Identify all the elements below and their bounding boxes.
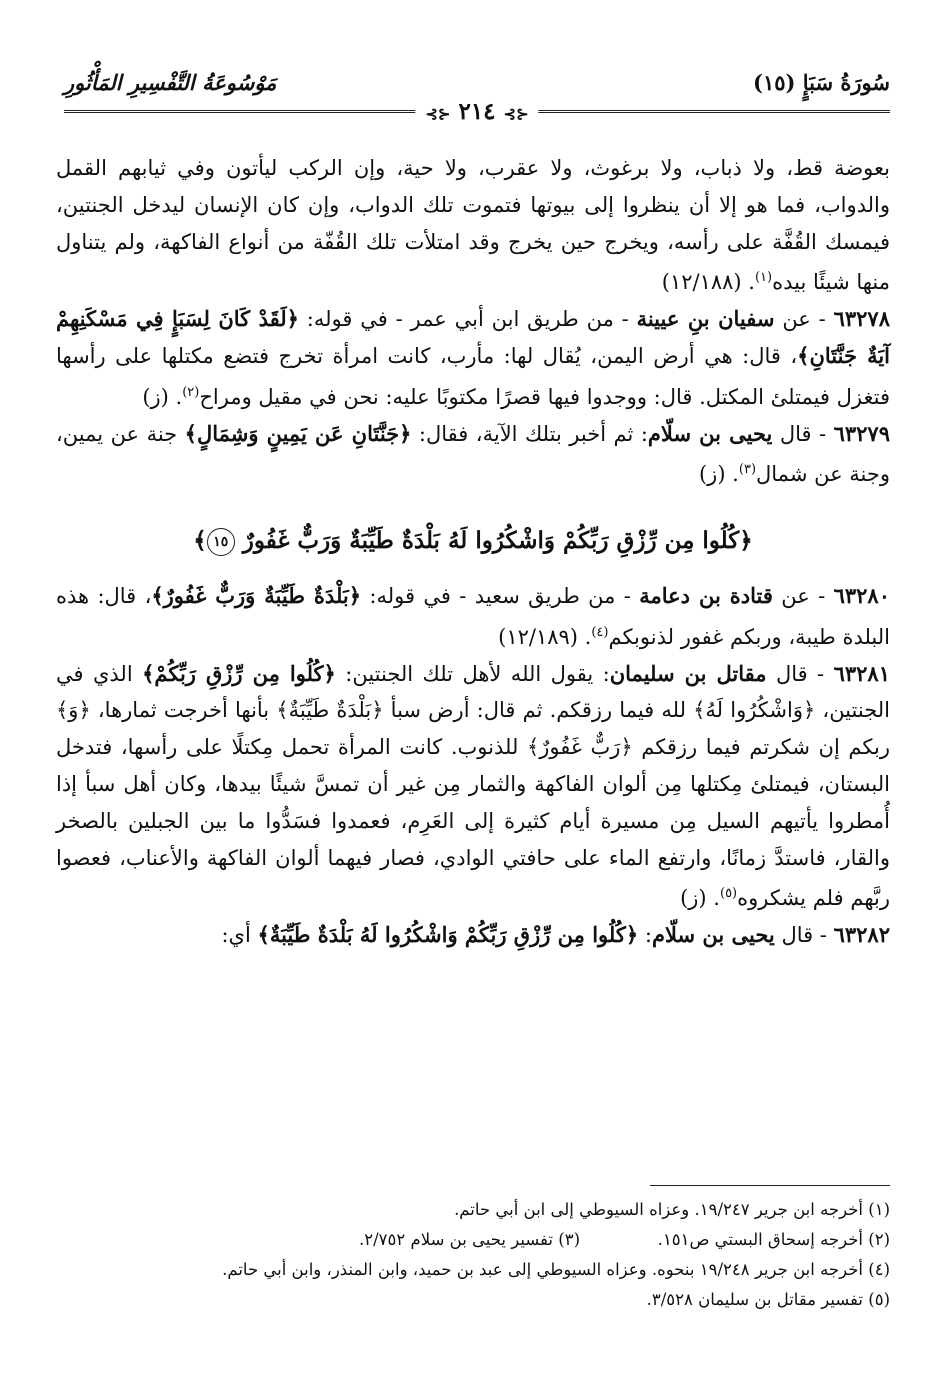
narration-63280 [56,578,890,656]
narrator-name: مقاتل بن سليمان [609,660,767,686]
footnote-ref: (٣) [738,462,757,478]
separator: - قال [774,923,834,948]
surah-title: سُورَةُ سَبَإٍ (١٥) [753,70,890,95]
footnote-rule [650,1185,890,1186]
verse-heading [56,523,890,560]
separator: - عن [772,583,834,608]
narrator-name: يحيى بن سلّام [647,420,773,446]
narrator-name: يحيى بن سلّام [651,922,775,948]
chain-text: : ثم أخبر بتلك الآية، فقال: [411,421,648,446]
narration-number: ٦٣٢٨١ [833,660,890,686]
verse-text: ﴿كُلُوا مِن رِّزْقِ رَبِّكُمْ وَاشْكُرُوا لَهُ بَلْدَةٌ طَيِّبَةٌ وَرَبٌّ غَفُورٌ [242,527,753,555]
ornament-icon: ⊰⊱ [425,105,451,123]
source-ref: . (ز) [698,462,739,487]
paragraph-text: ، قال: هي أرض اليمن، يُقال لها: مأرب، كانت امرأة تخرج فتضع مكتلها على رأسها فتغزل فيمتلئ المكتل. قال: ووجدوا فيها قصرًا مكتوبًا عليه: نحن في مقيل ومراح [56,343,890,409]
chain-text: : يقول الله لأهل تلك الجنتين: [335,661,610,686]
narration-number: ٦٣٢٧٨ [833,306,890,332]
separator: - عن [774,307,834,332]
ayah-number-icon: ١٥ [207,528,235,556]
book-title: مَوْسُوعَةُ التَّفْسِيرِ المَأْثُورِ [64,70,277,95]
paragraph-text: ، قال: هذه البلدة طيبة، وربكم غفور لذنوبكم [56,583,890,649]
quran-quote: ﴿بَلْدَةٌ طَيِّبَةٌ وَرَبٌّ غَفُورٌ﴾ [151,582,362,608]
paragraph-continuation [56,150,890,301]
verse-close: ﴾ [193,527,207,555]
paragraph-text: أي: [221,923,258,948]
chain-text: - من طريق سعيد - في قوله: [361,583,640,608]
quran-quote: ﴿جَنَّتَانِ عَن يَمِينٍ وَشِمَالٍ﴾ [184,420,412,446]
narration-63279 [56,416,890,494]
footnote-1: (١) أخرجه ابن جرير ١٩/٢٤٧. وعزاه السيوطي إلى ابن أبي حاتم. [454,1200,890,1219]
narration-number: ٦٣٢٨٠ [833,582,890,608]
footnotes [56,1195,890,1315]
source-ref: . (ز) [142,384,183,409]
chain-text: : [638,923,652,948]
paragraph-text: الذي في الجنتين، ﴿وَاشْكُرُوا لَهُ﴾ لله فيما رزقكم. ثم قال: أرض سبأ ﴿بَلْدَةٌ طَيِّبَةٌ﴾ بأنها أخرجت ثمارها، ﴿وَ﴾ ربكم إن شكرتم فيما رزقكم ﴿رَبٌّ غَفُورٌ﴾ للذنوب. كانت المرأة تحمل مِكتلًا على رأسها، فتدخل البستان، فيمتلئ مِكتلها مِن ألوان الفاكهة والثمار مِن غير أن تمسَّ شيئًا بيدها، وكان أهل سبأ إذا أُمطروا يأتيهم السيل مِن مسيرة أيام كثيرة إلى العَرِم، فعمدوا فسَدُّوا ما بين الجبلين بالصخر والقار، فاستدَّ زمانًا، وارتفع الماء على حافتي الوادي، فصار فيهما ألوان الفاكهة والأعناب، فعصوا ربَّهم فلم يشكروه [56,661,890,911]
page-number: ٢١٤ [458,98,496,125]
narration-63281 [56,656,890,918]
quran-quote: ﴿لَقَدْ كَانَ لِسَبَإٍ فِي مَسْكَنِهِمْ آيَةٌ جَنَّتَانِ﴾ [56,306,891,368]
narration-63278 [56,301,890,415]
narrator-name: سفيان بنِ عيينة [636,306,775,332]
quran-quote: ﴿كُلُوا مِن رِّزْقِ رَبِّكُمْ وَاشْكُرُوا لَهُ بَلْدَةٌ طَيِّبَةٌ﴾ [257,922,639,948]
footnote-5: (٥) تفسير مقاتل بن سليمان ٣/٥٢٨. [646,1290,890,1309]
narration-number: ٦٣٢٧٩ [833,420,890,446]
paragraph-text: جنة عن يمين، وجنة عن شمال [56,421,890,487]
footnote-ref: (٢) [182,384,200,400]
main-text [56,150,890,954]
paragraph-text: بعوضة قط، ولا ذباب، ولا برغوث، ولا عقرب، ولا حية، وإن الركب ليأتون وفي ثيابهم القمل والدواب، فما هو إلا أن ينظروا إلى بيوتها فتموت تلك الدواب، وإن كان الإنسان ليدخل الجنتين، فيمسك القُفَّة على رأسه، ويخرج حين يخرج وقد امتلأت تلك القُفّة من أنواع الفاكهة، ولم يتناول منها شيئًا بيده [56,156,890,295]
source-ref: . (ز) [680,886,720,911]
footnote-2: (٢) أخرجه إسحاق البستي ص١٥١. [657,1230,890,1249]
narrator-name: قتادة بن دعامة [639,582,773,608]
page-number-block [415,98,538,125]
footnote-ref: (٤) [591,624,609,640]
source-ref: . (١٢/١٨٩) [498,624,592,649]
footnote-4: (٤) أخرجه ابن جرير ١٩/٢٤٨ بنحوه. وعزاه السيوطي إلى عبد بن حميد، وابن المنذر، وابن أبي حاتم. [222,1260,890,1279]
footnote-3: (٣) تفسير يحيى بن سلام ٢/٧٥٢. [359,1230,580,1249]
chain-text: - من طريق ابن أبي عمر - في قوله: [298,307,637,332]
footnote-row-2-3 [56,1225,890,1255]
quran-quote: ﴿كُلُوا مِن رِّزْقِ رَبِّكُمْ﴾ [142,660,336,686]
source-ref: . (١٢/١٨٨) [661,270,755,295]
separator: - قال [772,421,834,446]
footnote-ref: (١) [754,270,773,286]
separator: - قال [766,661,834,686]
page-header [64,66,890,125]
footnote-ref: (٥) [719,886,738,902]
narration-63282 [56,917,890,954]
ornament-icon: ⊰⊱ [503,105,529,123]
narration-number: ٦٣٢٨٢ [833,922,890,948]
